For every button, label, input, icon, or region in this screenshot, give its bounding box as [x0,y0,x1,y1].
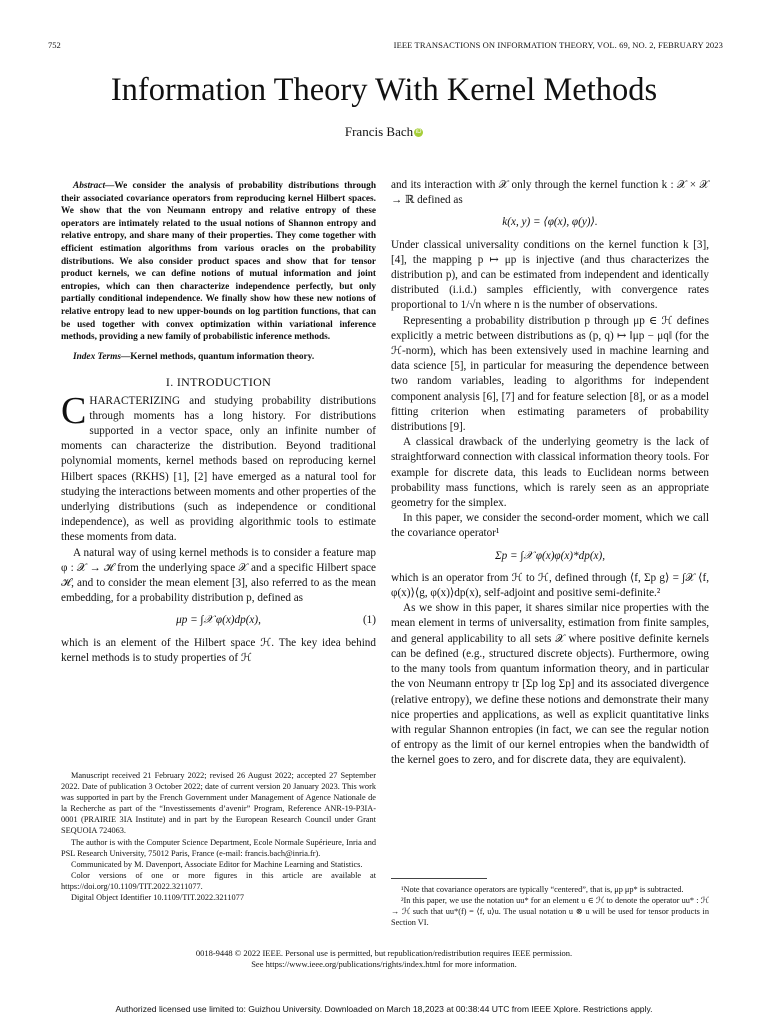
footnote-communicated: Communicated by M. Davenport, Associate Editor for Machine Learning and Statistics. [71,859,363,869]
footnote-manuscript: Manuscript received 21 February 2022; revised 26 August 2022; accepted 27 September 2022. Date of publication 3 October 2022; date of current version 20 January 2023. This work was supported in part by the French Government under Management of Agence Nationale de la Recherche as part of the “Investissements d’avenir” Program, Reference ANR-19-P3IA-0001 (PRAIRIE 3IA Institute) and in part by the European Research Council under Grant SEQUOIA 724063. [61,771,376,836]
intro-paragraph-2: A natural way of using kernel methods is to consider a feature map φ : 𝒳 → ℋ from the underlying space 𝒳 and a specific Hilbert space ℋ, and to consider the mean element [3], also referred to as the mean embedding, for a probability distribution p, defined as [61,546,376,605]
equation-1-number: (1) [362,614,376,627]
footnote-1: ¹Note that covariance operators are typically “centered”, that is, μp μp* is subtracted. [401,885,684,894]
copyright-line-2: See https://www.ieee.org/publications/rights/index.html for more information. [251,959,517,969]
footnote-color: Color versions of one or more figures in this article are available at https://doi.org/10.1109/TIT.2022.3211077. [61,870,376,891]
copyright-notice [0,948,768,970]
right-column [391,178,709,769]
license-footer: Authorized licensed use limited to: Guizhou University. Downloaded on March 18,2023 at 00:38:44 UTC from IEEE Xplore. Restrictions apply. [115,1004,653,1014]
right-paragraph-2: Under classical universality conditions on the kernel function k [3], [4], the mapping p ↦ μp is injective (and thus characterizes the distribution p), and can be estimated from independent and identically distributed (i.i.d.) samples efficiently, with convergence rates proportional to 1/√n where n is the number of observations. [391,238,709,312]
author-name: Francis Bach [344,124,414,139]
drop-cap: C [61,389,87,432]
section-heading-introduction: I. INTRODUCTION [165,375,272,390]
intro-p1-text: HARACTERIZING and studying probability distributions through moments has a long history. For distributions supported in a vector space, only an infinite number of moments can characterize the distribution. Beyond traditional polynomial moments, kernel methods based on reproducing kernel Hilbert spaces (RKHS) [1], [2] have emerged as a natural tool for studying the interactions between moments and other properties of the underlying distributions (such as independence or conditional independence), as well as providing algorithmic tools to estimate these moments from data. [61,394,376,544]
orcid-icon[interactable]: iD [415,129,422,135]
intro-paragraph-1 [61,389,376,546]
footnote-2: ²In this paper, we use the notation uu* for an element u ∈ ℋ to denote the operator uu* : ℋ → ℋ such that uu*(f) = ⟨f, u⟩u. The usual notation u ⊗ u will be used for tensor products in Section VI. [391,896,709,928]
right-paragraph-7: As we show in this paper, it shares similar nice properties with the mean element in terms of universality, estimation from finite samples, and general applicability to all sets 𝒳 where positive definite kernels can be defined (e.g., structured discrete objects). Furthermore, owing to the many tools from quantum information theory, and in particular the von Neumann entropy tr [Σp log Σp] and its associated divergence (relative entropy), we define these notions and demonstrate their many nice properties and applications, as well as explicit quantitative links with regular Shannon entropies (in fact, we can see the regular notion of entropy as the limit of our kernel entropies when the bandwidth of the kernel goes to zero, and for discrete data, they are equivalent). [391,602,709,767]
index-terms-label: Index Terms [73,351,121,362]
footnote-rule [391,878,487,879]
footnote-affiliation: The author is with the Computer Science Department, Ecole Normale Supérieure, Inria and PSL Research University, 75012 Paris, France (e-mail: francis.bach@inria.fr). [61,837,376,858]
journal-header: IEEE TRANSACTIONS ON INFORMATION THEORY, VOL. 69, NO. 2, FEBRUARY 2023 [393,40,723,50]
author-line [0,124,768,140]
intro-paragraph-3: which is an element of the Hilbert space ℋ. The key idea behind kernel methods is to study properties of ℋ [61,636,376,664]
abstract-text: —We consider the analysis of probability distributions through their associated covariance operators from reproducing kernel Hilbert spaces. We show that the von Neumann entropy and relative entropy of these operators are intimately related to the usual notions of Shannon entropy and relative entropy, and share many of their properties. They come together with efficient estimation algorithms from various oracles on the probability distributions. We also consider product spaces and show that for tensor product kernels, we can define notions of mutual information and joint entropies, which can then characterize independence perfectly, but only partially conditional independence. We finally show how these new notions of relative entropy lead to new upper-bounds on log partition functions, that can be used together with convex optimization within variational inference methods, providing a new family of probabilistic inference methods. [61,181,376,343]
equation-1-body: μp = ∫𝒳 φ(x)dp(x), [176,614,261,627]
abstract [61,180,376,344]
equation-covariance: Σp = ∫𝒳 φ(x)φ(x)*dp(x), [494,549,606,562]
abstract-label: Abstract [73,181,106,191]
right-footnotes [391,872,709,928]
right-paragraph-6: which is an operator from ℋ to ℋ, defined through ⟨f, Σp g⟩ = ∫𝒳 ⟨f, φ(x)⟩⟨g, φ(x)⟩dp(x), self-adjoint and positive semi-definite.² [391,571,709,600]
right-paragraph-4: A classical drawback of the underlying geometry is the lack of straightforward connection with classical information theory tools. For example for discrete data, this leads to Euclidean norms between probability mass functions, which is rarely seen as an appropriate geometry for the simplex. [391,436,709,510]
index-terms [61,351,376,364]
equation-kernel: k(x, y) = ⟨φ(x), φ(y)⟩. [502,216,598,229]
copyright-line-1: 0018-9448 © 2022 IEEE. Personal use is permitted, but republication/redistribution requires IEEE permission. [195,948,573,958]
equation-1 [61,613,376,628]
index-terms-text: —Kernel methods, quantum information theory. [120,351,315,362]
footnote-doi: Digital Object Identifier 10.1109/TIT.2022.3211077 [71,893,244,903]
left-footnotes [61,770,376,903]
right-paragraph-1: and its interaction with 𝒳 only through the kernel function k : 𝒳 × 𝒳 → ℝ defined as [391,179,709,207]
left-column [61,180,376,666]
page-number: 752 [48,40,61,50]
right-paragraph-3: Representing a probability distribution p through μp ∈ ℋ defines explicitly a metric between distributions as (p, q) ↦ ‖μp − μq‖ (for the ℋ-norm), which has been extensively used in machine learning and data science [5], in particular for measuring the dependence between two random variables, leading to algorithms for independent component analysis [6], [7] and for feature selection [8], or as a model fitting criterion when estimating parameters of probability distributions [9]. [391,314,709,434]
right-paragraph-5: In this paper, we consider the second-order moment, which we call the covariance operator¹ [391,512,709,540]
paper-title: Information Theory With Kernel Methods [110,72,658,108]
